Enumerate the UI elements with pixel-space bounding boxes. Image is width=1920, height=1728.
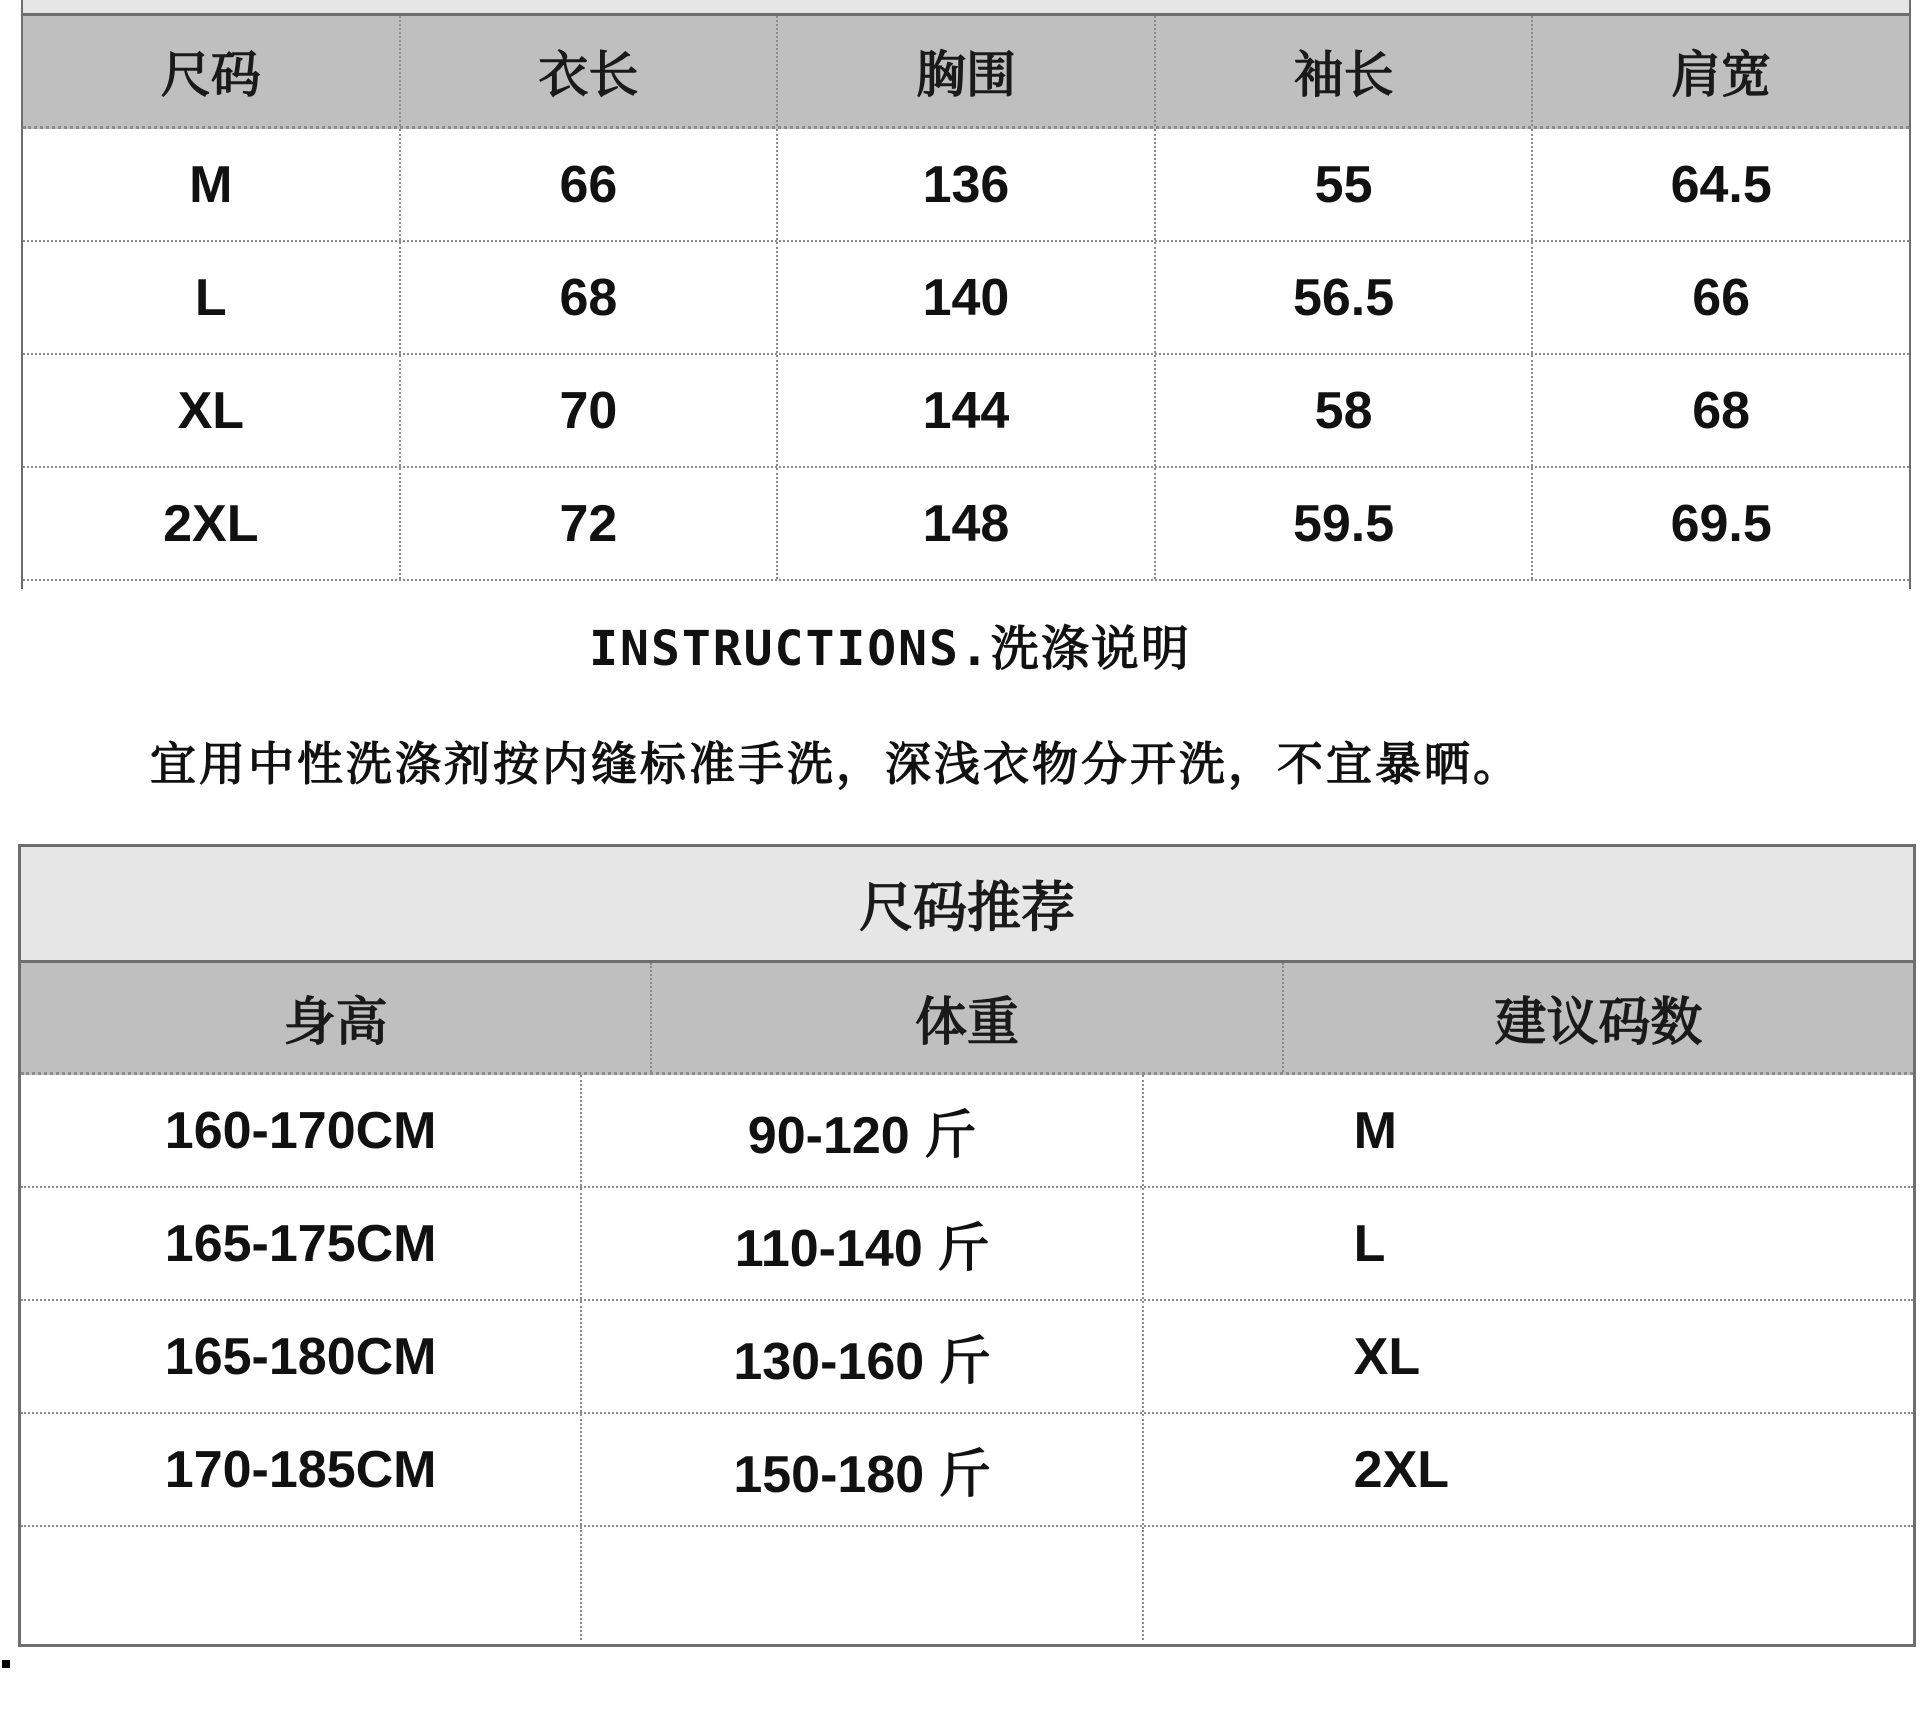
table-row (23, 242, 1909, 355)
size-chart-header-row (23, 16, 1909, 129)
cell-sleeve: 59.5 (1156, 468, 1534, 579)
cell-weight (582, 1527, 1143, 1640)
cell-suggested-size (1144, 1527, 1913, 1640)
cell-length: 70 (401, 355, 779, 466)
cell-length: 72 (401, 468, 779, 579)
header-suggested-size: 建议码数 (1494, 994, 1703, 1052)
cell-length: 66 (401, 129, 779, 240)
cell-height: 160-170CM (21, 1075, 582, 1186)
instructions-body: 宜用中性洗涤剂按内缝标准手洗，深浅衣物分开洗，不宜暴晒。 (150, 738, 1522, 790)
cell-suggested-size: L (1353, 1214, 1386, 1273)
cell-chest: 144 (778, 355, 1156, 466)
table-row (21, 1414, 1913, 1527)
cell-size: L (23, 242, 401, 353)
cell-weight: 110-140 斤 (582, 1188, 1143, 1299)
cell-chest: 136 (778, 129, 1156, 240)
instructions-title: INSTRUCTIONS.洗涤说明 (589, 621, 1191, 677)
size-chart-top-strip (23, 0, 1909, 16)
header-chest: 胸围 (778, 16, 1156, 126)
cell-suggested-size: M (1353, 1101, 1397, 1160)
table-row (23, 468, 1909, 581)
cell-sleeve: 56.5 (1156, 242, 1534, 353)
cell-size: 2XL (23, 468, 401, 579)
cell-shoulder: 69.5 (1670, 494, 1772, 553)
cell-length: 68 (401, 242, 779, 353)
table-row (21, 1527, 1913, 1640)
cell-suggested-size: XL (1353, 1327, 1421, 1386)
header-sleeve: 袖长 (1156, 16, 1534, 126)
table-row (23, 129, 1909, 242)
cell-shoulder: 64.5 (1670, 155, 1772, 214)
header-height: 身高 (21, 963, 652, 1072)
cell-size: M (23, 129, 401, 240)
table-row (21, 1075, 1913, 1188)
cell-shoulder: 66 (1692, 268, 1751, 327)
cell-size: XL (23, 355, 401, 466)
header-size: 尺码 (23, 16, 401, 126)
cell-chest: 148 (778, 468, 1156, 579)
cell-height: 165-175CM (21, 1188, 582, 1299)
cell-weight: 130-160 斤 (582, 1301, 1143, 1412)
cell-sleeve: 55 (1156, 129, 1534, 240)
header-length: 衣长 (401, 16, 779, 126)
table-row (21, 1188, 1913, 1301)
cell-suggested-size: 2XL (1353, 1440, 1450, 1499)
header-shoulder: 肩宽 (1671, 47, 1772, 103)
cell-weight: 150-180 斤 (582, 1414, 1143, 1525)
size-recommendation-table (18, 844, 1916, 1647)
table-row (23, 355, 1909, 468)
size-recommendation-caption: 尺码推荐 (21, 847, 1913, 963)
header-weight: 体重 (652, 963, 1283, 1072)
cell-weight: 90-120 斤 (582, 1075, 1143, 1186)
cell-shoulder: 68 (1692, 381, 1751, 440)
table-row (21, 1301, 1913, 1414)
cell-sleeve: 58 (1156, 355, 1534, 466)
cell-chest: 140 (778, 242, 1156, 353)
stray-dot (2, 1660, 10, 1668)
cell-height (21, 1527, 582, 1640)
cell-height: 170-185CM (21, 1414, 582, 1525)
size-chart-table (21, 0, 1911, 589)
cell-height: 165-180CM (21, 1301, 582, 1412)
size-recommendation-header-row (21, 963, 1913, 1075)
